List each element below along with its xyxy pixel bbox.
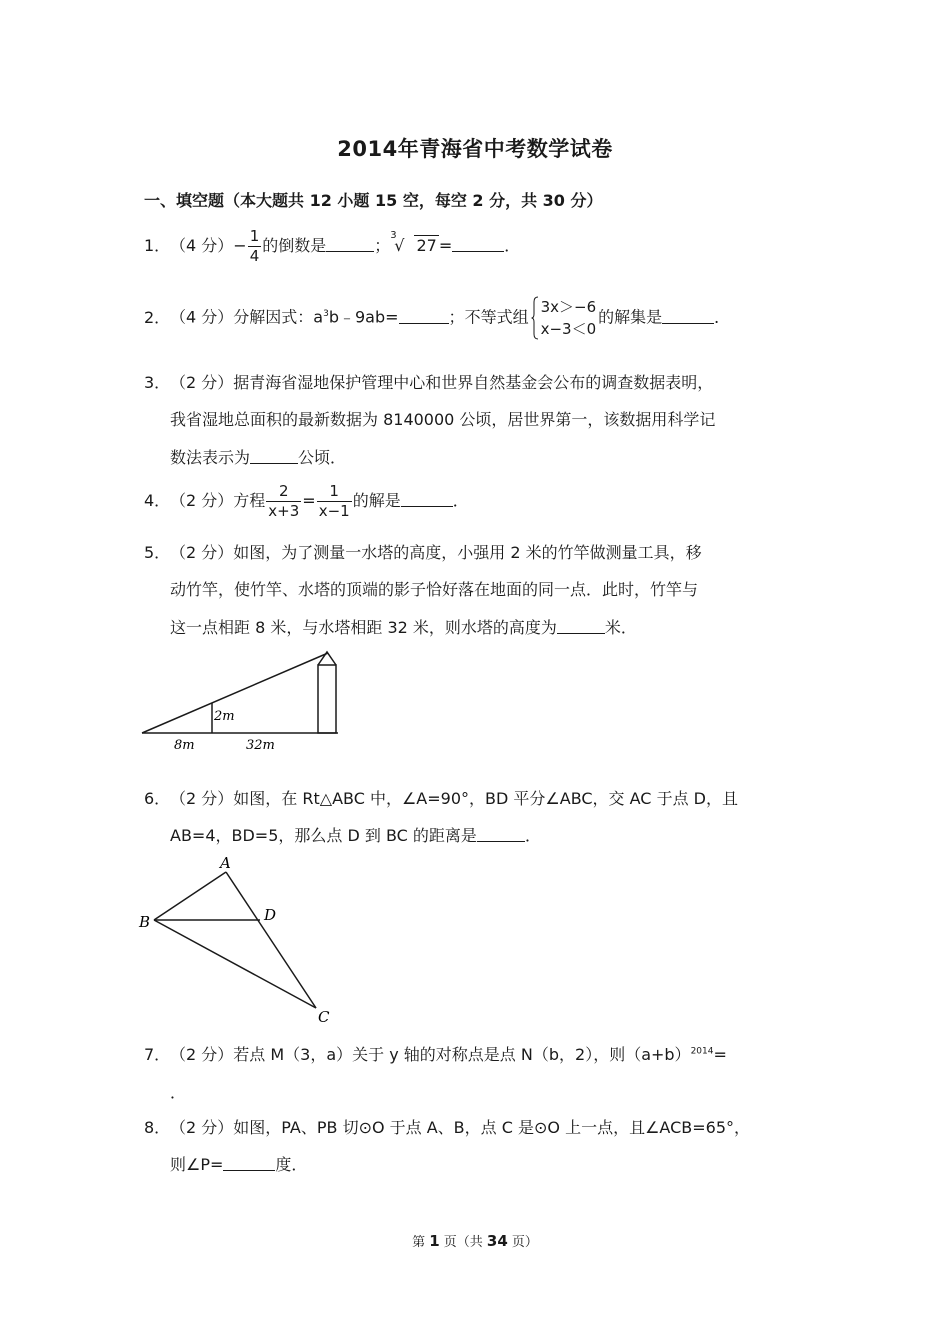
- question-text: ．: [524, 826, 541, 845]
- question-4: [144, 484, 469, 519]
- footer-text: 页）: [507, 1235, 538, 1250]
- answer-blank: [452, 237, 504, 252]
- question-text: 公顷．: [298, 448, 347, 467]
- question-6-line-2: [170, 823, 541, 846]
- question-text: 度．: [275, 1155, 308, 1174]
- question-number: 1．: [144, 236, 171, 255]
- equals: =: [302, 491, 316, 510]
- cube-root: 3 √ 27: [390, 230, 437, 255]
- root-index: 3: [390, 230, 397, 241]
- footer-text: 第: [412, 1235, 430, 1250]
- question-number: 4．: [144, 491, 171, 510]
- page-title: 2014年青海省中考数学试卷: [337, 137, 613, 161]
- side-bc: [154, 920, 316, 1008]
- page-footer: [0, 1231, 950, 1250]
- neg-sign: −: [233, 236, 247, 255]
- question-5: [144, 540, 702, 563]
- question-number: 8．: [144, 1118, 171, 1137]
- fraction: [266, 484, 301, 519]
- answer-blank: [401, 492, 453, 507]
- answer-blank: [250, 449, 298, 464]
- answer-blank: [399, 309, 449, 324]
- radicand: 27: [416, 236, 437, 255]
- question-text: 方程: [233, 491, 266, 510]
- question-6: [144, 786, 738, 809]
- question-text: 分解因式：a: [233, 307, 324, 327]
- fraction-numerator: 1: [249, 227, 260, 245]
- question-5-line-2: 动竹竿，使竹竿、水塔的顶端的影子恰好落在地面的同一点．此时，竹竿与: [170, 580, 699, 599]
- exponent: 3: [323, 309, 329, 320]
- page-number: 1: [429, 1232, 440, 1250]
- end-mark: ．: [504, 236, 521, 255]
- point-d-label: D: [264, 906, 277, 924]
- question-score: （2 分）: [170, 1118, 234, 1137]
- triangle-figure: [136, 852, 346, 1028]
- question-text: 若点 M（3，a）关于 y 轴的对称点是点 N（b，2），则（a+b）: [233, 1045, 691, 1064]
- answer-blank: [477, 827, 525, 842]
- question-score: （2 分）: [170, 491, 234, 510]
- question-1: [144, 229, 520, 264]
- question-text: 不等式组: [464, 307, 529, 327]
- question-text: b﹣9ab=: [328, 307, 399, 327]
- fraction-denominator: 4: [249, 247, 260, 265]
- question-2: [144, 296, 730, 340]
- exponent: 2014: [690, 1046, 714, 1057]
- brace-icon: [531, 296, 539, 340]
- question-number: 2．: [144, 307, 171, 327]
- question-5-line-3: [170, 615, 637, 638]
- inequality-1: 3x＞−6: [540, 298, 597, 316]
- question-number: 6．: [144, 789, 171, 808]
- distance-32-label: 32m: [246, 738, 275, 753]
- question-score: （2 分）: [170, 789, 234, 808]
- inequality-2: x−3＜0: [540, 320, 597, 338]
- question-text: 如图，PA、PB 切⊙O 于点 A、B，点 C 是⊙O 上一点，且∠ACB=65°，: [233, 1118, 751, 1137]
- question-score: （2 分）: [170, 543, 234, 562]
- question-score: （4 分）: [170, 236, 234, 255]
- separator: ；: [374, 236, 391, 255]
- fraction-denominator: x−1: [318, 502, 350, 520]
- question-text: 则∠P=: [170, 1155, 224, 1174]
- side-ac: [226, 872, 316, 1008]
- question-text: 米．: [604, 618, 637, 637]
- answer-blank: [223, 1156, 275, 1171]
- answer-blank: [557, 619, 605, 634]
- end-mark: ．: [452, 491, 469, 510]
- question-text: 的解集是: [598, 307, 663, 327]
- question-7-line-2: ．: [170, 1083, 187, 1102]
- question-score: （2 分）: [170, 1045, 234, 1064]
- question-number: 3．: [144, 373, 171, 392]
- question-text: =: [713, 1045, 727, 1064]
- fraction-numerator: 1: [317, 484, 352, 502]
- question-text: 的解是: [352, 491, 401, 510]
- question-3-line-2: 我省湿地总面积的最新数据为 8140000 公顷，居世界第一，该数据用科学记: [170, 410, 716, 429]
- water-tower: [318, 665, 336, 733]
- water-tower-figure: [140, 645, 350, 755]
- question-number: 5．: [144, 543, 171, 562]
- vertex-c-label: C: [318, 1008, 330, 1026]
- question-text: 据青海省湿地保护管理中心和世界自然基金会公布的调查数据表明，: [233, 373, 714, 392]
- question-text: AB=4，BD=5，那么点 D 到 BC 的距离是: [170, 826, 477, 845]
- question-8: [144, 1115, 750, 1138]
- answer-blank: [662, 309, 714, 324]
- side-ab: [154, 872, 226, 920]
- section-heading: 一、填空题（本大题共 12 小题 15 空，每空 2 分，共 30 分）: [144, 191, 603, 210]
- question-text: 这一点相距 8 米，与水塔相距 32 米，则水塔的高度为: [170, 618, 557, 637]
- vertex-b-label: B: [139, 913, 151, 931]
- answer-blank: [326, 237, 374, 252]
- pole-height-label: 2m: [214, 709, 235, 724]
- question-7: [144, 1042, 727, 1065]
- fraction: [317, 484, 352, 519]
- end-mark: ．: [714, 307, 731, 327]
- question-text: 数法表示为: [170, 448, 251, 467]
- sight-line: [142, 653, 328, 733]
- separator: ；: [448, 307, 465, 327]
- question-text: 的倒数是: [262, 236, 327, 255]
- vertex-a-label: A: [220, 854, 231, 872]
- equals: =: [438, 236, 453, 255]
- total-pages: 34: [486, 1232, 508, 1250]
- question-3: [144, 370, 713, 393]
- distance-8-label: 8m: [174, 738, 195, 753]
- fraction: [248, 229, 262, 264]
- question-score: （4 分）: [170, 307, 234, 327]
- footer-text: 页（共: [439, 1235, 487, 1250]
- question-number: 7．: [144, 1045, 171, 1064]
- question-text: 如图，在 Rt△ABC 中，∠A=90°，BD 平分∠ABC，交 AC 于点 D，且: [233, 789, 738, 808]
- fraction-numerator: 2: [266, 484, 301, 502]
- fraction-denominator: x+3: [268, 502, 300, 520]
- question-score: （2 分）: [170, 373, 234, 392]
- inequality-system: [531, 296, 597, 340]
- question-8-line-2: [170, 1152, 307, 1175]
- question-text: 如图，为了测量一水塔的高度，小强用 2 米的竹竿做测量工具，移: [233, 543, 702, 562]
- question-3-line-3: [170, 445, 346, 468]
